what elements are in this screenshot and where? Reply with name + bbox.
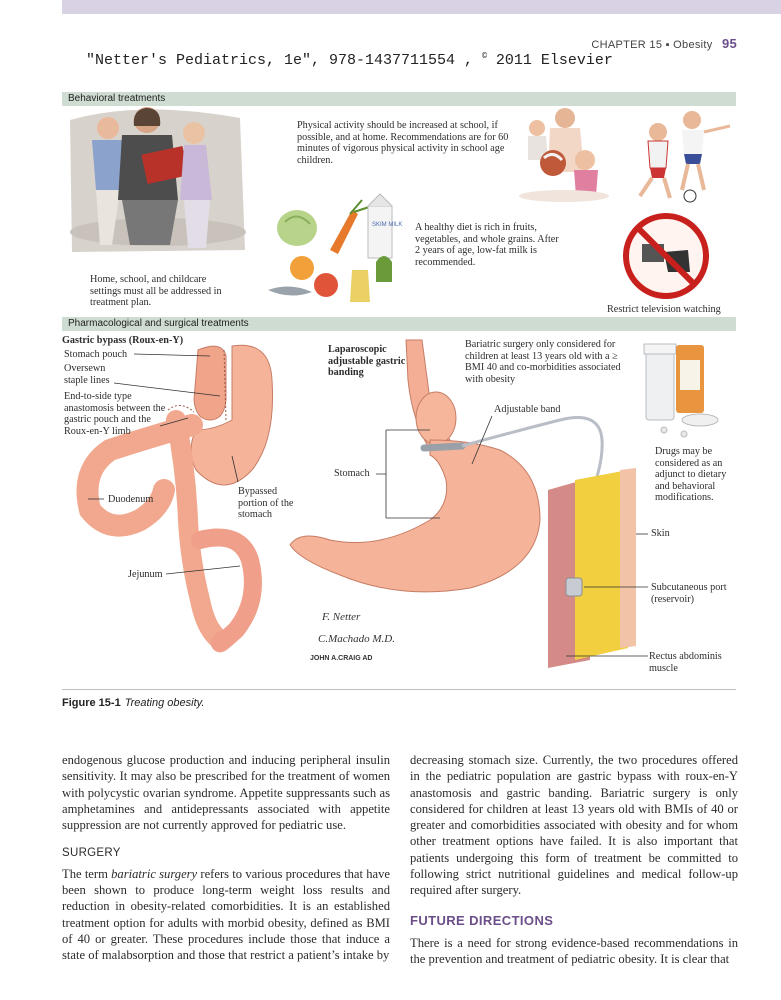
signature-craig: JOHN A.CRAIG AD bbox=[310, 655, 373, 662]
future-directions-heading: FUTURE DIRECTIONS bbox=[410, 912, 554, 928]
signature-machado: C.Machado M.D. bbox=[318, 633, 395, 645]
right-paragraph-1: decreasing stomach size. Currently, the two procedures offered in the pediatric population are gastric bypass with roux-en-Y anastomosis and gastric banding. Bariatric surgery is only considered for children at least 13 years old with BMIs of 40 or greater and comorbidities associated with obesity and for whom other treatment options have failed. It is also important that patients undergoing this form of treatment be committed to following strict nutritional guidelines and medical follow-up required after surgery. bbox=[410, 753, 738, 898]
figure-caption bbox=[62, 697, 204, 709]
figure-rule bbox=[62, 689, 736, 690]
tissue-section-illustration bbox=[548, 468, 636, 668]
copyright-symbol: © bbox=[482, 52, 487, 61]
future-directions-paragraph: There is a need for strong evidence-based recommendations in the prevention and treatment of pediatric obesity. It is clear that bbox=[410, 935, 738, 967]
left-paragraph-1: endogenous glucose production and inducing peripheral insulin sensitivity. It may also be prescribed for the treatment of women with polycystic ovarian syndrome. Appetite suppressants such as amphetamines and antidepressants associated with appetite suppression are not currently approved for pediatric use. bbox=[62, 753, 390, 833]
rectus-label: Rectus abdominis muscle bbox=[649, 651, 722, 674]
skin-label: Skin bbox=[651, 528, 670, 539]
surgery-text-post: refers to various procedures that have been shown to produce long-term weight loss results and reduction in obesity-related comorbidities. It is an established treatment option for adults with morbid obesity, defined as BMI of 40 or greater. These procedures include those that induce a state of malabsorption and those that restrict a patient’s intake by bbox=[62, 866, 390, 963]
stomach-label: Stomach bbox=[334, 468, 370, 479]
oversewn-label: Oversewn staple lines bbox=[64, 363, 110, 386]
soccer-illustration bbox=[640, 111, 730, 202]
bariatric-note-label: Bariatric surgery only considered for children at least 13 years old with a ≥ BMI 40 and co-morbidities associated with obesity bbox=[465, 339, 621, 385]
caption-text: Treating obesity. bbox=[124, 697, 205, 709]
bypassed-stomach-label: Bypassed portion of the stomach bbox=[238, 486, 294, 520]
milk-carton-label: SKIM MILK bbox=[372, 222, 403, 228]
duodenum-label: Duodenum bbox=[108, 494, 154, 505]
healthy-diet-label: A healthy diet is rich in fruits, vegetables, and whole grains. After 2 years of age, low-fat milk is recommended. bbox=[415, 222, 559, 268]
family-reading-illustration bbox=[70, 107, 246, 252]
artist-signatures bbox=[310, 611, 395, 662]
port-label: Subcutaneous port (reservoir) bbox=[651, 582, 727, 605]
surgery-text-pre: The term bbox=[62, 866, 112, 881]
gastric-bypass-title: Gastric bypass (Roux-en-Y) bbox=[62, 335, 184, 346]
chapter-label: CHAPTER 15 bbox=[591, 39, 663, 51]
surgery-heading: SURGERY bbox=[62, 847, 121, 860]
signature-netter: F. Netter bbox=[322, 611, 361, 623]
surgery-term: bariatric surgery bbox=[111, 866, 198, 881]
right-column bbox=[410, 752, 738, 968]
pharm-surgical-band: Pharmacological and surgical treatments bbox=[62, 317, 736, 331]
page-number: 95 bbox=[721, 36, 737, 51]
behavioral-band: Behavioral treatments bbox=[62, 92, 736, 106]
anastomosis-label: End-to-side type anastomosis between the gastric pouch and the Roux-en-Y limb bbox=[64, 391, 166, 437]
lap-band-title: Laparoscopic adjustable gastric banding bbox=[328, 344, 406, 378]
chapter-separator: ▪ bbox=[665, 39, 670, 51]
chapter-title: Obesity bbox=[673, 39, 713, 51]
pill-bottles-illustration bbox=[644, 344, 718, 437]
drugs-label: Drugs may be considered as an adjunct to dietary and behavioral modifications. bbox=[655, 446, 727, 503]
stomach-pouch-label: Stomach pouch bbox=[64, 349, 128, 360]
surgery-paragraph bbox=[62, 866, 390, 964]
jejunum-label: Jejunum bbox=[128, 569, 163, 580]
watermark-pre: "Netter's Pediatrics, 1e", 978-1437711554 , bbox=[86, 52, 483, 69]
adjustable-band-label: Adjustable band bbox=[494, 404, 561, 415]
play-illustration bbox=[519, 108, 609, 202]
restrict-tv-label: Restrict television watching bbox=[607, 304, 721, 315]
caption-label: Figure 15-1 bbox=[62, 697, 121, 709]
home-school-label: Home, school, and childcare settings must all be addressed in treatment plan. bbox=[90, 274, 222, 308]
physical-activity-label: Physical activity should be increased at school, if possible, and at home. Recommendations are for 60 minutes of vigorous physical activity in school age children. bbox=[297, 120, 509, 166]
healthy-food-illustration bbox=[268, 194, 402, 302]
watermark-post: 2011 Elsevier bbox=[486, 52, 613, 69]
left-column bbox=[62, 752, 390, 964]
no-tv-sign bbox=[626, 216, 706, 296]
